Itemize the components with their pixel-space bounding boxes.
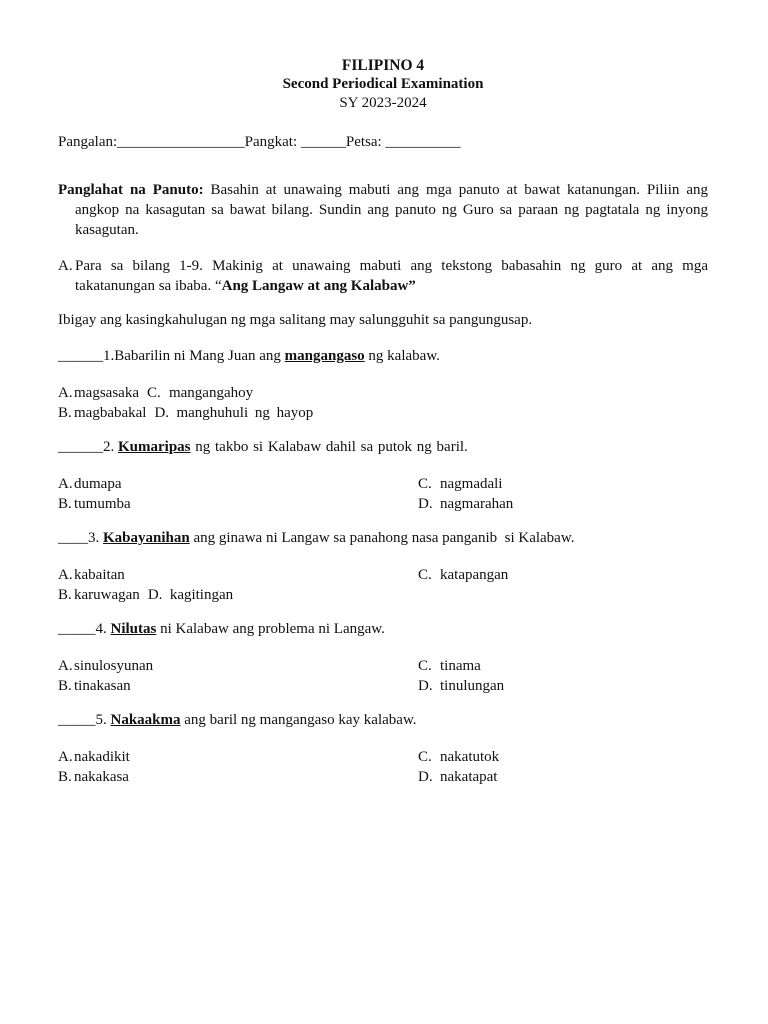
choice-d: nagmarahan [440,496,514,512]
choice-a: kabaitan [74,567,125,583]
choice-d: kagitingan [169,587,234,603]
choice-a: nakadikit [74,749,130,765]
choice-letter: B. [58,769,72,785]
general-instructions [58,180,708,240]
question-text-post: ni Kalabaw ang problema ni Langaw. [156,621,385,637]
choices-4 [58,656,708,696]
direction-text: Ibigay ang kasingkahulugan ng mga salitang may salungguhit sa pangungusap. [58,312,533,328]
answer-blank: ______ [58,439,103,455]
choice-letter: B. [58,496,72,512]
question-number: 5. [95,712,111,728]
instructions-text: Basahin at unawaing mabuti ang mga panuto at bawat katanungan. Piliin ang angkop na kasagutan sa bawat bilang. Sundin ang panuto ng Guro sa paraan ng pagtatala ng inyong kasagutan. [75,182,708,238]
question-5 [58,710,708,730]
choice-letter: A. [58,658,73,674]
question-number: 3. [88,530,103,546]
question-text-post: ang baril ng mangangaso kay kalabaw. [180,712,417,728]
choice-b: nakakasa [74,769,129,785]
choice-c: nakatutok [440,749,500,765]
answer-blank: ____ [58,530,88,546]
choice-c: mangangahoy [168,385,254,401]
exam-page [58,56,708,787]
student-info-line: Pangalan:_________________Pangkat: ______Petsa: __________ [58,134,461,150]
question-number: 2. [103,439,118,455]
choice-d: manghuhuli ng hayop [176,405,314,421]
answer-blank: _____ [58,712,96,728]
choice-letter: A. [58,385,73,401]
choices-2 [58,474,708,514]
instructions-label: Panglahat na Panuto: [58,182,204,198]
choice-letter: C. [146,385,161,401]
choice-letter: C. [418,749,432,765]
choice-b: karuwagan [74,587,140,603]
choice-letter: D. [147,587,163,603]
choice-letter: B. [58,405,72,421]
choice-b: tumumba [74,496,131,512]
part-a-instructions [58,256,708,296]
part-a-text: Para sa bilang 1-9. Makinig at unawaing mabuti ang tekstong babasahin ng guro at ang mga takatanungan sa ibaba. “ [75,258,708,294]
underlined-word: Kumaripas [118,439,191,455]
question-number: 4. [95,621,111,637]
choice-letter: C. [418,658,432,674]
choice-letter: A. [58,749,73,765]
choice-letter: A. [58,476,73,492]
choice-letter: D. [418,769,433,785]
underlined-word: Nakaakma [110,712,181,728]
choice-b: tinakasan [74,678,131,694]
choice-a: sinulosyunan [74,658,154,674]
choice-c: tinama [440,658,481,674]
choice-a: dumapa [74,476,122,492]
choices-5 [58,747,708,787]
part-a-letter: A. [58,258,73,274]
choice-d: tinulungan [440,678,505,694]
answer-blank: _____ [58,621,96,637]
underlined-word: Kabayanihan [103,530,190,546]
underlined-word: Nilutas [110,621,157,637]
choice-letter: B. [58,678,72,694]
choice-letter: D. [418,496,433,512]
school-year: SY 2023-2024 [339,95,427,111]
subject-title: FILIPINO 4 [341,57,425,74]
choices-1 [58,383,708,423]
choice-letter: C. [418,476,432,492]
question-number: 1. [103,348,115,364]
underlined-word: mangangaso [284,348,365,364]
answer-blank: ______ [58,348,103,364]
question-1 [58,346,708,366]
choice-letter: D. [154,405,170,421]
choice-c: katapangan [440,567,509,583]
choice-a: magsasaka [74,385,139,401]
choice-letter: C. [418,567,432,583]
choice-b: magbabakal [74,405,147,421]
choice-letter: D. [418,678,433,694]
choice-d: nakatapat [440,769,498,785]
question-2 [58,437,708,457]
choice-c: nagmadali [440,476,503,492]
choices-3 [58,565,708,605]
question-4 [58,619,708,639]
choice-letter: B. [58,587,72,603]
choice-letter: A. [58,567,73,583]
question-3 [58,528,708,548]
question-text-post: ng kalabaw. [364,348,440,364]
question-text-post: ng takbo si Kalabaw dahil sa putok ng baril. [190,439,468,455]
exam-title: Second Periodical Examination [282,76,484,92]
story-title: Ang Langaw at ang Kalabaw” [221,278,416,294]
question-text-post: ang ginawa ni Langaw sa panahong nasa panganib si Kalabaw. [189,530,575,546]
question-text-pre: Babarilin ni Mang Juan ang [114,348,285,364]
